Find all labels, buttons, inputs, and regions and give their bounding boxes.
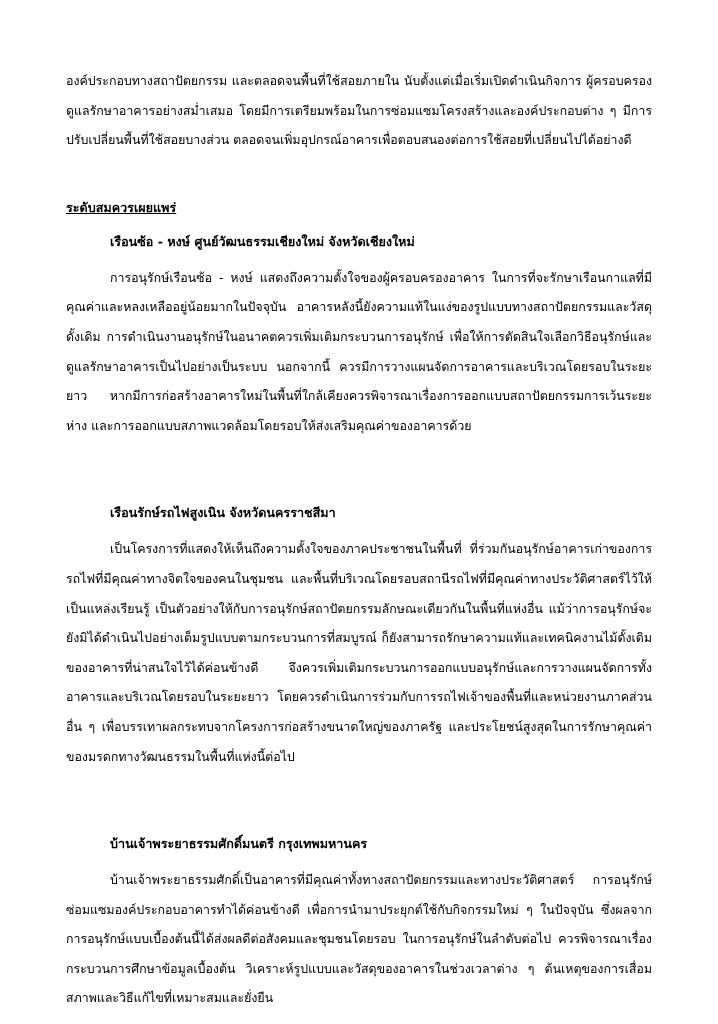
- item-heading-house-so-hong: เรือนซ้อ - หงษ์ ศูนย์วัฒนธรรมเชียงใหม่ จังหวัดเชียงใหม่: [110, 233, 415, 249]
- item-heading-railway-house-sung-noen: เรือนรักษ์รถไฟสูงเนิน จังหวัดนครราชสีมา: [110, 505, 336, 521]
- item-paragraph-house-so-hong: การอนุรักษ์เรือนซ้อ - หงษ์ แสดงถึงความตั้งใจของผู้ครอบครองอาคาร ในการที่จะรักษาเรือนกาแลที่มีคุณค่าและหลงเหลืออยู่น้อยมากในปัจจุบัน อาคารหลังนี้ยังความแท้ในแง่ของรูปแบบทางสถาปัตยกรรมและวัสดุดั้งเดิม การดำเนินงานอนุรักษ์ในอนาคตควรเพิ่มเติมกระบวนการอนุรักษ์ เพื่อให้การตัดสินใจเลือกวิธีอนุรักษ์และดูแลรักษาอาคารเป็นไปอย่างเป็นระบบ นอกจากนี้ ควรมีการวางแผนจัดการอาคารและบริเวณโดยรอบในระยะยาว หากมีการก่อสร้างอาคารใหม่ในพื้นที่ใกล้เคียงควรพิจารณาเรื่องการออกแบบสถาปัตยกรรมการเว้นระยะห่าง และการออกแบบสภาพแวดล้อมโดยรอบให้ส่งเสริมคุณค่าของอาคารด้วย: [66, 269, 652, 433]
- intro-paragraph: องค์ประกอบทางสถาปัตยกรรม และตลอดจนพื้นที่ใช้สอยภายใน นับตั้งแต่เมื่อเริ่มเปิดดำเนินกิจการ ผู้ครอบครองดูแลรักษาอาคารอย่างสม่ำเสมอ โดยมีการเตรียมพร้อมในการซ่อมแซมโครงสร้างและองค์ประกอบต่าง ๆ มีการปรับเปลี่ยนพื้นที่ใช้สอยบางส่วน ตลอดจนเพิ่มอุปกรณ์อาคารเพื่อตอบสนองต่อการใช้สอยที่เปลี่ยนไปได้อย่างดี: [66, 73, 652, 148]
- item-paragraph-railway-house-sung-noen: เป็นโครงการที่แสดงให้เห็นถึงความตั้งใจของภาคประชาชนในพื้นที่ ที่ร่วมกันอนุรักษ์อาคารเก่าของการรถไฟที่มีคุณค่าทางจิตใจของคนในชุมชน และพื้นที่บริเวณโดยรอบสถานีรถไฟที่มีคุณค่าทางประวัติศาสตร์ไว้ให้เป็นแหล่งเรียนรู้ เป็นตัวอย่างให้กับการอนุรักษ์สถาปัตยกรรมลักษณะเดียวกันในพื้นที่แห่งอื่น แม้ว่าการอนุรักษ์จะยังมิได้ดำเนินไปอย่างเต็มรูปแบบตามกระบวนการที่สมบูรณ์ ก็ยังสามารถรักษาความแท้และเทคนิคงานไม้ดั้งเดิมของอาคารที่น่าสนใจไว้ได้ค่อนข้างดี จึงควรเพิ่มเติมกระบวนการออกแบบอนุรักษ์และการวางแผนจัดการทั้งอาคารและบริเวณโดยรอบในระยะยาว โดยควรดำเนินการร่วมกับการรถไฟเจ้าของพื้นที่และหน่วยงานภาคส่วนอื่น ๆ เพื่อบรรเทาผลกระทบจากโครงการก่อสร้างขนาดใหญ่ของภาครัฐ และประโยชน์สูงสุดในการรักษาคุณค่าของมรดกทางวัฒนธรรมในพื้นที่แห่งนี้ต่อไป: [66, 541, 652, 764]
- item-paragraph-chao-phraya-thammasak-house: บ้านเจ้าพระยาธรรมศักดิ์เป็นอาคารที่มีคุณค่าทั้งทางสถาปัตยกรรมและทางประวัติศาสตร์ การอนุรักษ์ซ่อมแซมองค์ประกอบอาคารทำได้ค่อนข้างดี เพื่อการนำมาประยุกต์ใช้กับกิจกรรมใหม่ ๆ ในปัจจุบัน ซึ่งผลจากการอนุรักษ์แบบเบื้องต้นนี้ได้ส่งผลดีต่อสังคมและชุมชนโดยรอบ ในการอนุรักษ์ในลำดับต่อไป ควรพิจารณาเรื่องกระบวนการศึกษาข้อมูลเบื้องต้น วิเคราะห์รูปแบบและวัสดุของอาคารในช่วงเวลาต่าง ๆ ต้นเหตุของการเสื่อมสภาพและวิธีแก้ไขที่เหมาะสมและยั่งยืน: [66, 872, 652, 1006]
- section-heading: ระดับสมควรเผยแพร่: [66, 199, 177, 215]
- item-heading-chao-phraya-thammasak-house: บ้านเจ้าพระยาธรรมศักดิ์มนตรี กรุงเทพมหานคร: [110, 836, 368, 852]
